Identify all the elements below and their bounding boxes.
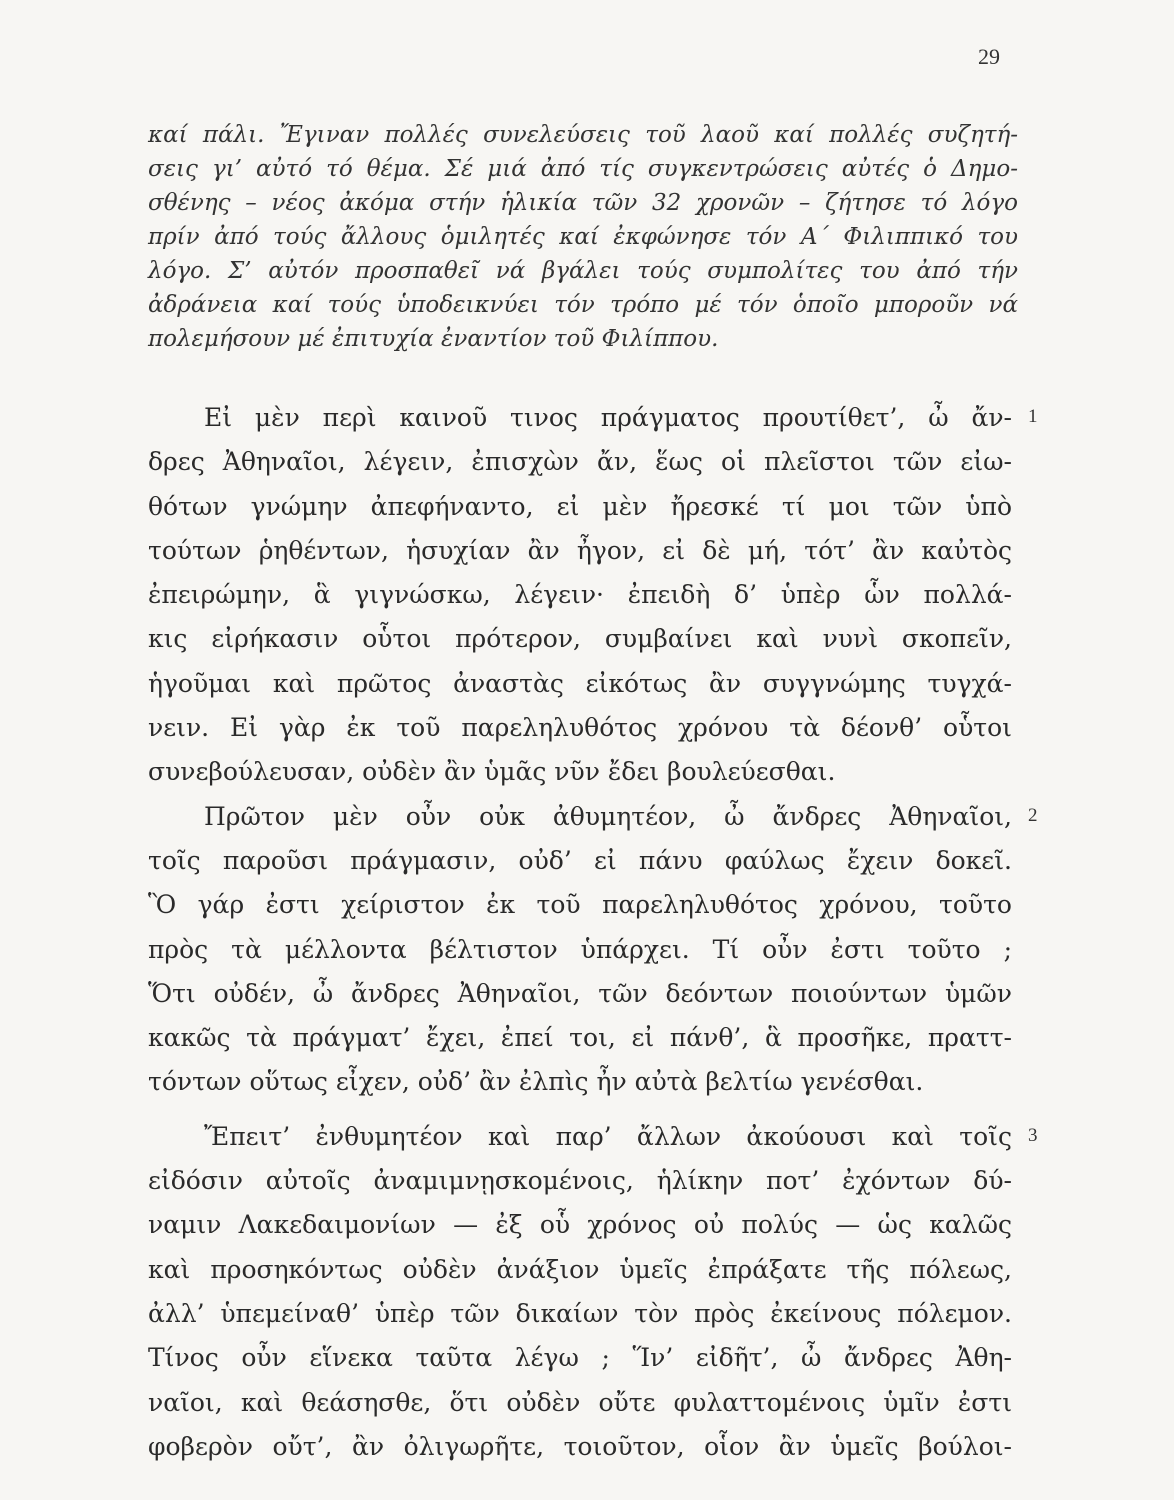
intro-line: πολεμήσουν μέ ἐπιτυχία ἐναντίον τοῦ Φιλίππου.: [148, 326, 719, 352]
paragraph-number: 3: [1028, 1124, 1038, 1146]
text-line: νειν. Εἰ γὰρ ἐκ τοῦ παρεληλυθότος χρόνου τὰ δέονθ’ οὗτοι: [148, 713, 1012, 743]
intro-line: πρίν ἀπό τούς ἄλλους ὁμιλητές καί ἐκφώνησε τόν Α΄ Φιλιππικό του: [148, 224, 1018, 250]
text-line: δρες Ἀθηναῖοι, λέγειν, ἐπισχὼν ἄν, ἕως οἱ πλεῖστοι τῶν εἰω-: [148, 447, 1012, 477]
paragraph-number: 2: [1028, 804, 1038, 826]
text-line: Ὃ γάρ ἐστι χείριστον ἐκ τοῦ παρεληλυθότος χρόνου, τοῦτο: [148, 890, 1012, 920]
text-line: ἡγοῦμαι καὶ πρῶτος ἀναστὰς εἰκότως ἂν συγγνώμης τυγχά-: [148, 668, 1012, 698]
text-line: καὶ προσηκόντως οὐδὲν ἀνάξιον ὑμεῖς ἐπράξατε τῆς πόλεως,: [148, 1254, 1012, 1284]
intro-line: καί πάλι. Ἔγιναν πολλές συνελεύσεις τοῦ λαοῦ καί πολλές συζητή-: [148, 122, 1018, 148]
text-line: τόντων οὕτως εἶχεν, οὐδ’ ἂν ἐλπὶς ἦν αὐτὰ βελτίω γενέσθαι.: [148, 1067, 924, 1097]
text-line: ἐπειρώμην, ἃ γιγνώσκω, λέγειν· ἐπειδὴ δ’ ὑπὲρ ὧν πολλά-: [148, 580, 1012, 610]
text-line: συνεβούλευσαν, οὐδὲν ἂν ὑμᾶς νῦν ἔδει βουλεύεσθαι.: [148, 757, 836, 787]
text-line: Ἔπειτ’ ἐνθυμητέον καὶ παρ’ ἄλλων ἀκούουσι καὶ τοῖς: [204, 1121, 1012, 1151]
paragraph-gap: [148, 1105, 1012, 1115]
text-line: εἰδόσιν αὐτοῖς ἀναμιμνῃσκομένοις, ἡλίκην ποτ’ ἐχόντων δύ-: [148, 1166, 1012, 1196]
text-line: τοῖς παροῦσι πράγμασιν, οὐδ’ εἰ πάνυ φαύλως ἔχειν δοκεῖ.: [148, 845, 1012, 875]
page-number: 29: [978, 44, 1000, 69]
text-line: ἀλλ’ ὑπεμείναθ’ ὑπὲρ τῶν δικαίων τὸν πρὸς ἐκείνους πόλεμον.: [148, 1298, 1012, 1328]
intro-line: σθένης – νέος ἀκόμα στήν ἡλικία τῶν 32 χρονῶν – ζήτησε τό λόγο: [148, 190, 1018, 216]
text-line: τούτων ῥηθέντων, ἡσυχίαν ἂν ἦγον, εἰ δὲ μή, τότ’ ἂν καὐτὸς: [148, 535, 1012, 565]
text-line: θότων γνώμην ἀπεφήναντο, εἰ μὲν ἤρεσκέ τί μοι τῶν ὑπὸ: [148, 491, 1012, 521]
paragraph-number: 1: [1028, 406, 1038, 427]
text-line: πρὸς τὰ μέλλοντα βέλτιστον ὑπάρχει. Τί οὖν ἐστι τοῦτο ;: [148, 934, 1012, 964]
text-line: Εἰ μὲν περὶ καινοῦ τινος πράγματος προυτίθετ’, ὦ ἄν-: [204, 403, 1012, 432]
paragraph-3: [148, 1115, 1038, 1469]
intro-text: [148, 118, 1018, 356]
text-line: φοβερὸν οὔτ’, ἂν ὀλιγωρῆτε, τοιοῦτον, οἷον ἂν ὑμεῖς βούλοι-: [148, 1431, 1012, 1461]
paragraph-2: [148, 795, 1038, 1105]
paragraph-1: [148, 396, 1038, 795]
greek-text: [148, 396, 1038, 1469]
text-line: ναμιν Λακεδαιμονίων — ἐξ οὗ χρόνος οὐ πολύς — ὡς καλῶς: [148, 1210, 1012, 1240]
text-line: κις εἰρήκασιν οὗτοι πρότερον, συμβαίνει καὶ νυνὶ σκοπεῖν,: [148, 624, 1012, 654]
intro-line: ἀδράνεια καί τούς ὑποδεικνύει τόν τρόπο μέ τόν ὁποῖο μποροῦν νά: [148, 292, 1018, 318]
intro-line: λόγο. Σ’ αὐτόν προσπαθεῖ νά βγάλει τούς συμπολίτες του ἀπό τήν: [148, 258, 1018, 284]
intro-line: σεις γι’ αὐτό τό θέμα. Σέ μιά ἀπό τίς συγκεντρώσεις αὐτές ὁ Δημο-: [148, 156, 1018, 182]
text-line: Ὅτι οὐδέν, ὦ ἄνδρες Ἀθηναῖοι, τῶν δεόντων ποιούντων ὑμῶν: [148, 978, 1012, 1008]
text-line: Πρῶτον μὲν οὖν οὐκ ἀθυμητέον, ὦ ἄνδρες Ἀθηναῖοι,: [204, 801, 1012, 831]
text-line: ναῖοι, καὶ θεάσησθε, ὅτι οὐδὲν οὔτε φυλαττομένοις ὑμῖν ἐστι: [148, 1387, 1012, 1417]
text-line: Τίνος οὖν εἵνεκα ταῦτα λέγω ; Ἵν’ εἰδῆτ’, ὦ ἄνδρες Ἀθη-: [148, 1343, 1012, 1373]
text-line: κακῶς τὰ πράγματ’ ἔχει, ἐπεί τοι, εἰ πάνθ’, ἃ προσῆκε, πραττ-: [148, 1023, 1012, 1053]
